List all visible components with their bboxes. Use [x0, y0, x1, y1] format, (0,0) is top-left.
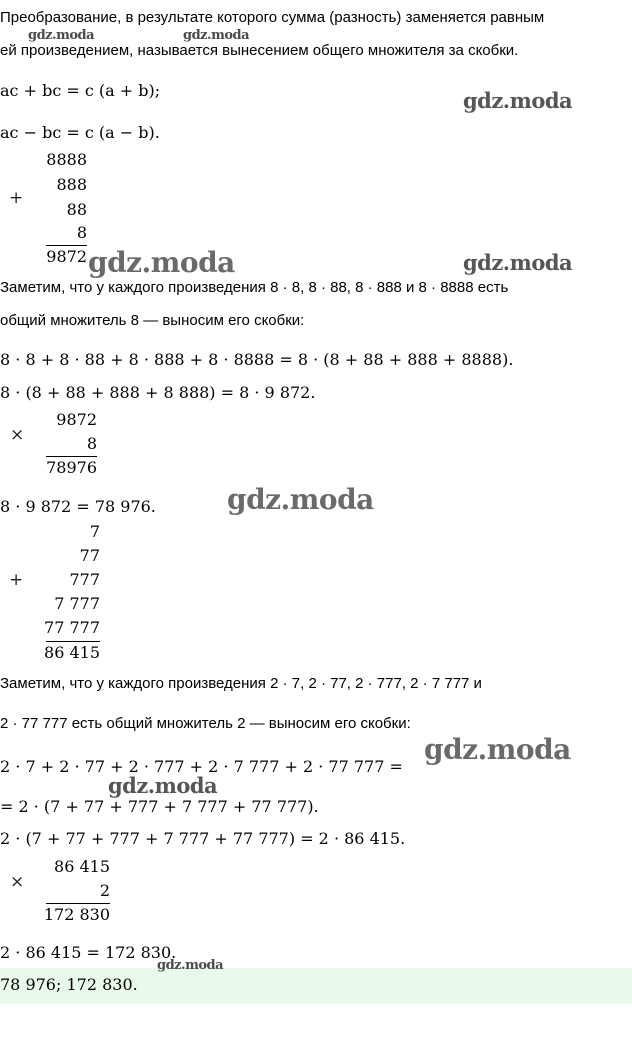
- watermark-logo: gdz.moda: [108, 773, 218, 798]
- answer-box: [0, 968, 632, 1004]
- equation-2-line-3: 2 · (7 + 77 + 777 + 7 777 + 77 777) = 2 · 86 415.: [0, 829, 406, 848]
- addend: 888: [56, 175, 87, 194]
- equation-2-line-2: = 2 · (7 + 77 + 777 + 7 777 + 77 777).: [0, 797, 319, 816]
- watermark-logo: gdz.moda: [28, 28, 95, 43]
- answer-text: 78 976; 172 830.: [0, 975, 138, 994]
- note-1-line-2: общий множитель 8 — выносим его скобки:: [0, 312, 305, 329]
- watermark-logo: gdz.moda: [88, 246, 235, 279]
- watermark-logo: gdz.moda: [463, 88, 573, 113]
- formula-sum: ac + bc = c (a + b);: [0, 81, 161, 100]
- product-line: [46, 903, 110, 904]
- multiplicand: 9872: [56, 410, 97, 429]
- watermark-logo: gdz.moda: [463, 250, 573, 275]
- product-line: [46, 456, 97, 457]
- watermark-logo: gdz.moda: [183, 28, 250, 43]
- watermark-logo: gdz.moda: [157, 958, 224, 973]
- product-result: 172 830: [43, 905, 110, 924]
- addend: 8: [76, 223, 87, 242]
- addend: 777: [69, 570, 100, 589]
- product-result: 78976: [46, 458, 97, 477]
- equation-1-line-2: 8 · (8 + 88 + 888 + 8 888) = 8 · 9 872.: [0, 383, 316, 402]
- addend: 77 777: [44, 618, 100, 637]
- sum-result: 86 415: [44, 643, 100, 662]
- intro-line-1: Преобразование, в результате которого сумма (разность) заменяется равным: [0, 9, 545, 26]
- watermark-logo: gdz.moda: [227, 483, 374, 516]
- addend: 7 777: [54, 594, 100, 613]
- multiplier: 2: [99, 881, 110, 900]
- addend: 77: [79, 546, 100, 565]
- watermark-logo: gdz.moda: [424, 733, 571, 766]
- equation-2-line-1: 2 · 7 + 2 · 77 + 2 · 777 + 2 · 7 777 + 2 · 77 777 =: [0, 757, 403, 776]
- intro-line-2: ей произведением, называется вынесением общего множителя за скобки.: [0, 42, 519, 59]
- addend: 7: [89, 522, 100, 541]
- result-1: 8 · 9 872 = 78 976.: [0, 497, 156, 516]
- plus-operator: +: [9, 188, 24, 208]
- sum-result: 9872: [46, 247, 87, 266]
- times-operator: ×: [10, 872, 25, 892]
- result-2: 2 · 86 415 = 172 830.: [0, 943, 177, 962]
- sum-line: [46, 245, 87, 246]
- times-operator: ×: [10, 425, 25, 445]
- sum-line: [46, 641, 100, 642]
- formula-difference: ac − bc = c (a − b).: [0, 123, 160, 142]
- multiplier: 8: [86, 434, 97, 453]
- addend: 88: [66, 200, 87, 219]
- note-2-line-1: Заметим, что у каждого произведения 2 · 7, 2 · 77, 2 · 777, 2 · 7 777 и: [0, 675, 482, 692]
- equation-1-line-1: 8 · 8 + 8 · 88 + 8 · 888 + 8 · 8888 = 8 · (8 + 88 + 888 + 8888).: [0, 350, 514, 369]
- note-2-line-2: 2 · 77 777 есть общий множитель 2 — выносим его скобки:: [0, 715, 411, 732]
- addend: 8888: [46, 150, 87, 169]
- plus-operator: +: [9, 570, 24, 590]
- note-1-line-1: Заметим, что у каждого произведения 8 · 8, 8 · 88, 8 · 888 и 8 · 8888 есть: [0, 279, 509, 296]
- multiplicand: 86 415: [54, 857, 110, 876]
